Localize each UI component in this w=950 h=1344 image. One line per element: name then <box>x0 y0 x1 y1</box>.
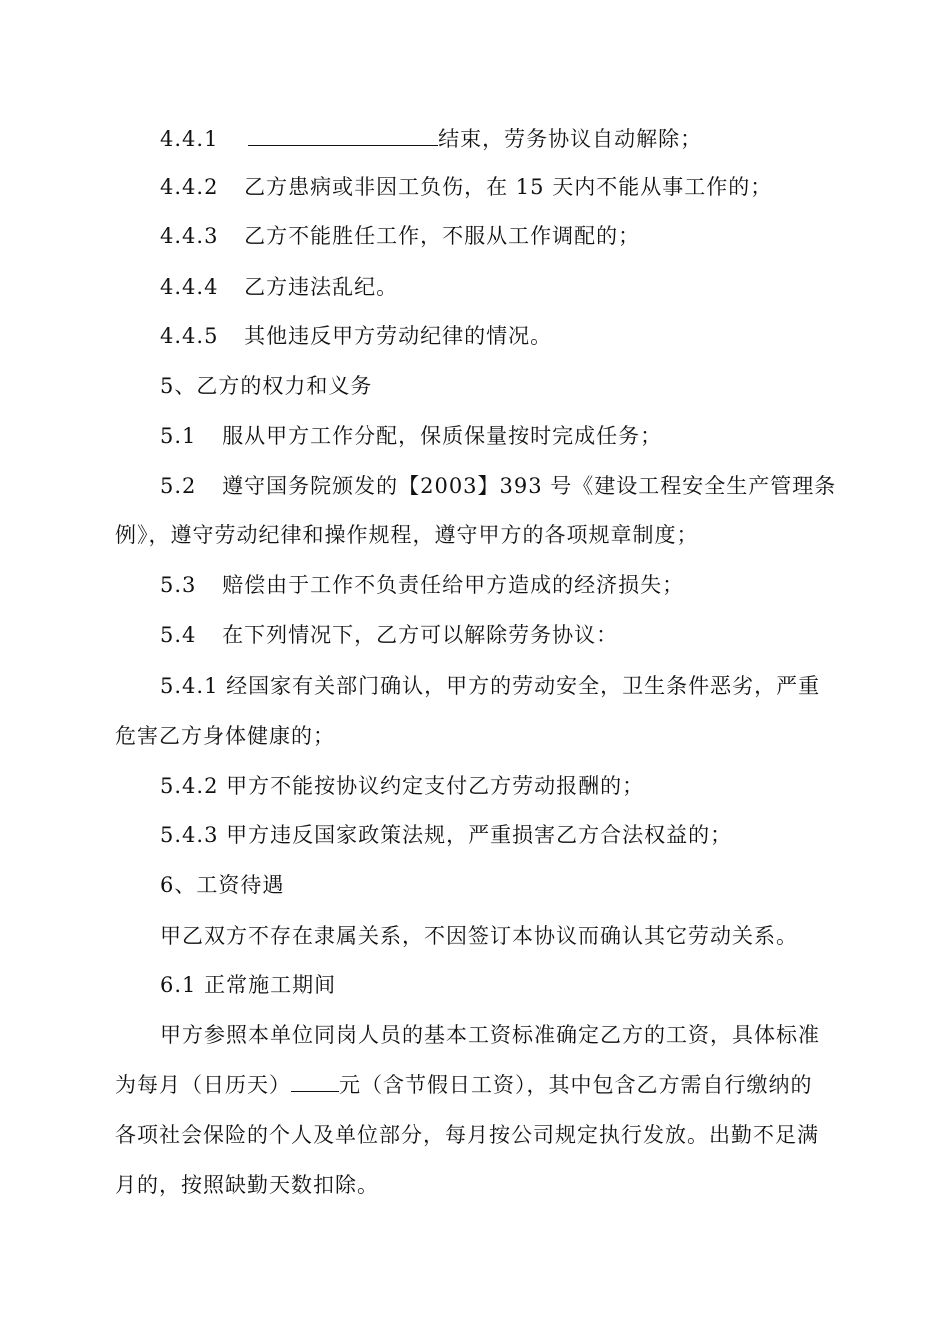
text: 元（含节假日工资），其中包含乙方需自行缴纳的 <box>339 1073 813 1097</box>
clause-number: 4.4.5 <box>160 324 219 348</box>
clause-number: 5.4 <box>160 623 197 647</box>
clause-5-4-1-continuation: 危害乙方身体健康的； <box>115 724 335 748</box>
fill-in-blank[interactable] <box>248 125 438 146</box>
wage-paragraph-line-4: 月的，按照缺勤天数扣除。 <box>115 1173 379 1197</box>
wage-paragraph-line-1: 甲方参照本单位同岗人员的基本工资标准确定乙方的工资，具体标准 <box>160 1023 820 1047</box>
clause-4-4-4 <box>160 273 398 301</box>
wage-paragraph-line-3: 各项社会保险的个人及单位部分，每月按公司规定执行发放。出勤不足满 <box>115 1123 819 1147</box>
clause-text: 服从甲方工作分配，保质保量按时完成任务； <box>222 424 663 448</box>
clause-5-4-1: 5.4.1 经国家有关部门确认，甲方的劳动安全，卫生条件恶劣，严重 <box>160 674 821 698</box>
clause-text: 遵守国务院颁发的【2003】393 号《建设工程安全生产管理条 <box>222 474 837 498</box>
clause-5-4-3: 5.4.3 甲方违反国家政策法规，严重损害乙方合法权益的； <box>160 823 733 847</box>
clause-4-4-5 <box>160 322 552 350</box>
clause-text: 乙方违法乱纪。 <box>244 275 399 299</box>
clause-5-1 <box>160 422 662 450</box>
clause-number: 5.1 <box>160 424 197 448</box>
wage-paragraph-line-2 <box>115 1071 813 1099</box>
section-5-heading: 5、乙方的权力和义务 <box>160 374 373 398</box>
clause-4-4-3 <box>160 222 640 250</box>
clause-number: 4.4.4 <box>160 275 219 299</box>
clause-4-4-1 <box>160 125 702 153</box>
clause-5-2 <box>160 472 836 500</box>
clause-5-2-continuation: 例》，遵守劳动纪律和操作规程，遵守甲方的各项规章制度； <box>115 523 699 547</box>
clause-5-3 <box>160 571 684 599</box>
section-6-heading: 6、工资待遇 <box>160 873 285 897</box>
clause-number: 4.4.2 <box>160 175 219 199</box>
clause-text: 乙方患病或非因工负伤，在 15 天内不能从事工作的； <box>244 175 773 199</box>
clause-text: 结束，劳务协议自动解除； <box>438 127 703 151</box>
clause-text: 在下列情况下，乙方可以解除劳务协议： <box>222 623 619 647</box>
clause-text: 乙方不能胜任工作，不服从工作调配的； <box>244 224 641 248</box>
clause-4-4-2 <box>160 173 772 201</box>
clause-6-1-heading: 6.1 正常施工期间 <box>160 973 337 997</box>
clause-number: 5.3 <box>160 573 197 597</box>
section-6-paragraph: 甲乙双方不存在隶属关系，不因签订本协议而确认其它劳动关系。 <box>160 924 798 948</box>
clause-text: 赔偿由于工作不负责任给甲方造成的经济损失； <box>222 573 685 597</box>
clause-number: 4.4.1 <box>160 127 219 151</box>
text: 为每月（日历天） <box>115 1073 291 1097</box>
clause-5-4 <box>160 621 618 649</box>
wage-amount-blank[interactable] <box>291 1071 339 1092</box>
clause-number: 5.2 <box>160 474 197 498</box>
clause-number: 4.4.3 <box>160 224 219 248</box>
clause-text: 其他违反甲方劳动纪律的情况。 <box>244 324 553 348</box>
clause-5-4-2: 5.4.2 甲方不能按协议约定支付乙方劳动报酬的； <box>160 774 645 798</box>
